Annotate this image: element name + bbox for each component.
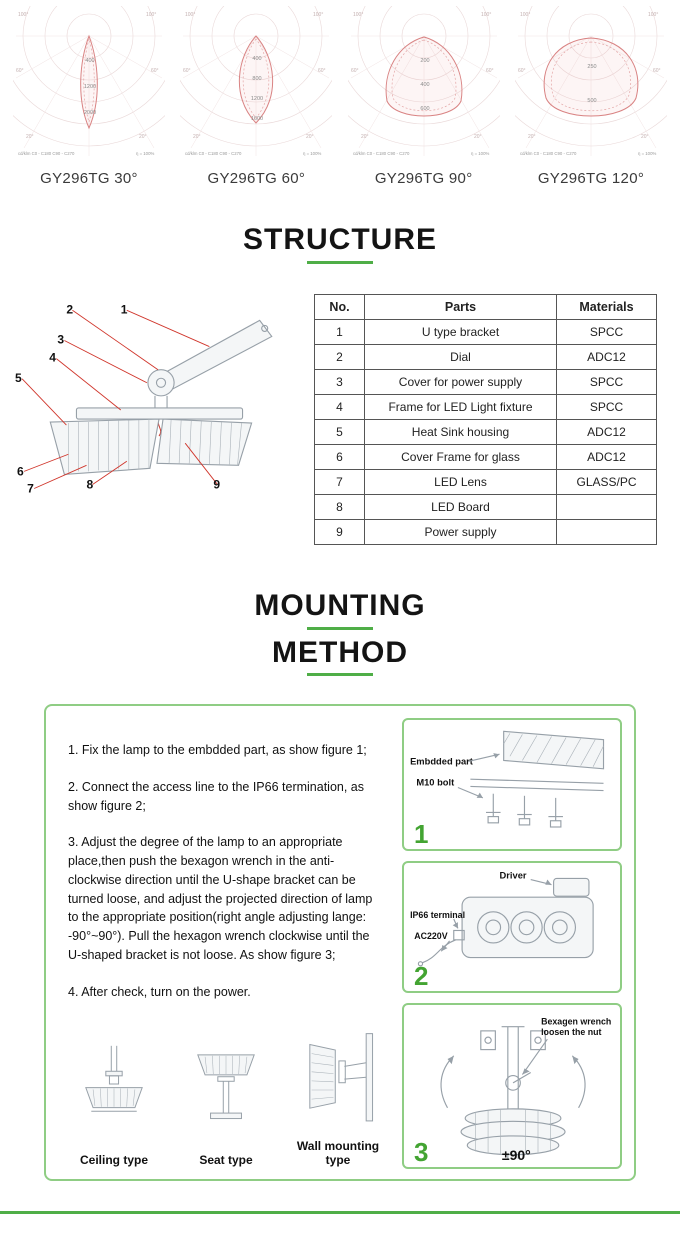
mounting-method-box — [44, 704, 636, 1181]
structure-diagram — [8, 290, 310, 542]
cell-part: U type bracket — [365, 320, 557, 345]
angle-label: 20° — [306, 134, 314, 140]
header-materials: Materials — [557, 295, 657, 320]
label-driver: Driver — [499, 870, 527, 881]
photometric-panel-120 — [512, 6, 670, 187]
cell-part: Frame for LED Light fixture — [365, 395, 557, 420]
label-ip66-terminal: IP66 terminal — [410, 909, 466, 920]
floodlight-exploded-drawing — [8, 290, 310, 542]
angle-label: 60° — [16, 68, 24, 74]
figure-number-1: 1 — [414, 818, 429, 849]
angle-label: 20° — [640, 134, 649, 140]
mounting-step-3: 3. Adjust the degree of the lamp to an appropriate place,then push the bexagon wrench in the anti-clockwise direction until the U-shape bracket can be turned loose, and adjust the projected direction of lamp to the appropriate position(right angle adjusting lange: -90°~90°). Pull the hexagon wrench clockwise until the U-shaped bracket is not loose. As show figure 3; — [68, 835, 373, 962]
cell-material: SPCC — [557, 370, 657, 395]
mount-type-label: Ceiling type — [79, 1153, 148, 1168]
mounting-step-2: 2. Connect the access line to the IP66 termination, as show figure 2; — [68, 779, 365, 813]
cell-no: 4 — [315, 395, 365, 420]
parts-table — [314, 294, 657, 545]
angle-label: 100° — [185, 12, 196, 18]
angle-label: 20° — [360, 134, 369, 140]
table-row — [315, 495, 657, 520]
callout-3: 3 — [57, 332, 65, 347]
cell-part: Power supply — [365, 520, 557, 545]
cell-material: SPCC — [557, 395, 657, 420]
angle-label: 60° — [350, 68, 359, 74]
ceiling-type-sketch — [64, 1041, 164, 1147]
mounting-heading-line1: MOUNTING — [254, 589, 426, 622]
angle-label: 60° — [517, 68, 526, 74]
scale-value: 250 — [587, 64, 597, 70]
label-wrench-line2: loosen the nut — [541, 1027, 602, 1038]
driver-connection-sketch — [408, 866, 616, 992]
mount-type-label: Wall mounting type — [296, 1139, 380, 1168]
scale-value: 1600 — [251, 116, 264, 122]
cell-part: Dial — [365, 345, 557, 370]
callout-7: 7 — [27, 481, 34, 496]
label-embedded-part: Embdded part — [410, 756, 473, 767]
mounting-figures — [402, 718, 622, 1169]
angle-label: 100° — [519, 12, 531, 18]
table-row — [315, 345, 657, 370]
scale-value: 400 — [85, 58, 95, 64]
mount-type-wall — [284, 1027, 392, 1167]
mount-type-label: Seat type — [199, 1153, 253, 1168]
scale-value: 1200 — [83, 84, 97, 90]
cell-part: LED Board — [365, 495, 557, 520]
angle-label: 100° — [352, 12, 363, 18]
cell-no: 6 — [315, 445, 365, 470]
photometric-label: GY296TG 30° — [40, 170, 138, 187]
cell-material: GLASS/PC — [557, 470, 657, 495]
mount-type-ceiling — [60, 1041, 168, 1167]
diagram-legend: cd/klm C0 - C180 C90 - C270 — [352, 151, 410, 156]
callout-8: 8 — [86, 477, 94, 492]
photometric-panel-90 — [345, 6, 503, 187]
label-ac220v: AC220V — [414, 930, 448, 941]
scale-value: 400 — [252, 56, 262, 62]
cell-material — [557, 520, 657, 545]
photometric-panel-30 — [10, 6, 168, 187]
cell-material: SPCC — [557, 320, 657, 345]
footer-divider — [0, 1211, 680, 1214]
mounting-underline-1 — [307, 627, 373, 630]
mounting-underline-2 — [307, 673, 373, 676]
angle-range-label: ±90° — [501, 1147, 531, 1164]
callout-1: 1 — [120, 302, 128, 317]
embedded-part-sketch — [408, 723, 616, 849]
scale-value: 200 — [420, 58, 430, 64]
cell-no: 8 — [315, 495, 365, 520]
scale-value: 800 — [252, 76, 262, 82]
angle-label: 20° — [193, 134, 201, 140]
angle-label: 100° — [18, 12, 29, 18]
light-distribution-diagram-60 — [180, 6, 332, 158]
scale-value: 400 — [420, 82, 430, 88]
angle-label: 20° — [527, 134, 536, 140]
diagram-eta: η = 100% — [136, 151, 155, 156]
cell-no: 9 — [315, 520, 365, 545]
scale-value: 1200 — [251, 96, 264, 102]
light-distribution-diagram-120 — [515, 6, 667, 158]
diagram-legend: cd/klm C0 - C180 C90 - C270 — [519, 151, 577, 156]
diagram-eta: η = 100% — [637, 151, 657, 156]
table-header-row — [315, 295, 657, 320]
angle-label: 100° — [647, 12, 659, 18]
mounting-types — [60, 1027, 392, 1169]
cell-part: Cover Frame for glass — [365, 445, 557, 470]
angle-label: 20° — [473, 134, 482, 140]
photometric-section — [0, 6, 680, 187]
angle-label: 100° — [480, 12, 491, 18]
angle-label: 60° — [485, 68, 494, 74]
photometric-label: GY296TG 120° — [537, 170, 645, 187]
angle-label: 60° — [183, 68, 191, 74]
cell-material: ADC12 — [557, 345, 657, 370]
mount-type-seat — [172, 1041, 280, 1167]
figure-number-3: 3 — [414, 1137, 429, 1168]
cell-no: 3 — [315, 370, 365, 395]
table-row — [315, 320, 657, 345]
diagram-legend: cd/klm C0 - C180 C90 - C270 — [185, 151, 242, 156]
mounting-instructions — [60, 718, 392, 1169]
light-distribution-diagram-30 — [13, 6, 165, 158]
label-m10-bolt: M10 bolt — [416, 777, 455, 788]
table-row — [315, 370, 657, 395]
photometric-label: GY296TG 90° — [374, 170, 473, 187]
scale-value: 600 — [420, 106, 430, 112]
photometric-label: GY296TG 60° — [207, 170, 306, 187]
cell-part: LED Lens — [365, 470, 557, 495]
light-distribution-diagram-90 — [348, 6, 500, 158]
diagram-legend: cd/klm C0 - C180 C90 - C270 — [18, 151, 75, 156]
cell-part: Heat Sink housing — [365, 420, 557, 445]
callout-2: 2 — [66, 302, 74, 317]
callout-4: 4 — [49, 350, 56, 365]
cell-no: 2 — [315, 345, 365, 370]
cell-no: 5 — [315, 420, 365, 445]
label-wrench-line1: Bexagen wrench — [541, 1017, 612, 1028]
figure-2 — [402, 861, 622, 994]
callout-6: 6 — [17, 464, 24, 479]
cell-no: 7 — [315, 470, 365, 495]
angle-label: 100° — [313, 12, 324, 18]
angle-label: 60° — [151, 68, 159, 74]
angle-label: 20° — [26, 134, 34, 140]
header-parts: Parts — [365, 295, 557, 320]
angle-label: 20° — [139, 134, 147, 140]
angle-adjustment-sketch — [408, 1008, 616, 1168]
callout-5: 5 — [15, 370, 22, 385]
mounting-heading-line2: METHOD — [272, 636, 408, 669]
table-row — [315, 445, 657, 470]
scale-value: 2000 — [83, 110, 97, 116]
diagram-eta: η = 100% — [470, 151, 489, 156]
cell-no: 1 — [315, 320, 365, 345]
cell-part: Cover for power supply — [365, 370, 557, 395]
structure-section — [0, 264, 680, 545]
mounting-step-1: 1. Fix the lamp to the embdded part, as show figure 1; — [68, 743, 367, 757]
table-row — [315, 420, 657, 445]
cell-material: ADC12 — [557, 420, 657, 445]
angle-label: 60° — [318, 68, 326, 74]
diagram-eta: η = 100% — [303, 151, 322, 156]
seat-type-sketch — [176, 1041, 276, 1147]
cell-material: ADC12 — [557, 445, 657, 470]
wall-mounting-sketch — [288, 1027, 388, 1133]
cell-material — [557, 495, 657, 520]
header-no: No. — [315, 295, 365, 320]
table-row — [315, 395, 657, 420]
callout-9: 9 — [213, 477, 221, 492]
structure-heading: STRUCTURE — [243, 223, 437, 256]
angle-label: 60° — [652, 68, 661, 74]
table-row — [315, 470, 657, 495]
angle-label: 100° — [146, 12, 157, 18]
mounting-step-4: 4. After check, turn on the power. — [68, 984, 251, 999]
table-row — [315, 520, 657, 545]
photometric-panel-60 — [177, 6, 335, 187]
scale-value: 500 — [587, 98, 597, 104]
figure-3 — [402, 1003, 622, 1169]
figure-number-2: 2 — [414, 961, 429, 992]
figure-1 — [402, 718, 622, 851]
